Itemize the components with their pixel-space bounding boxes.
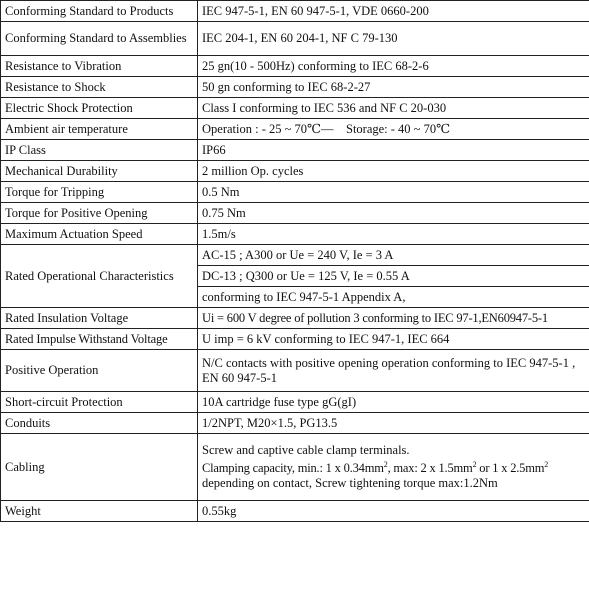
table-row — [1, 434, 589, 501]
row-label: Weight — [1, 501, 198, 522]
superscript: 2 — [472, 459, 477, 469]
row-value: U imp = 6 kV conforming to IEC 947-1, IEC 664 — [198, 329, 589, 350]
cabling-line-2-text-c: or 1 x 2.5mm — [476, 461, 545, 475]
row-label: Conduits — [1, 413, 198, 434]
row-value: AC-15 ; A300 or Ue = 240 V, Ie = 3 A — [198, 245, 589, 266]
table-row — [1, 413, 589, 434]
row-value: conforming to IEC 947-5-1 Appendix A, — [198, 287, 589, 308]
row-label: Conforming Standard to Products — [1, 1, 198, 22]
row-label: Mechanical Durability — [1, 161, 198, 182]
superscript: 2 — [383, 459, 388, 469]
cabling-line-1: Screw and captive cable clamp terminals. — [202, 443, 410, 457]
table-row — [1, 308, 589, 329]
table-row — [1, 161, 589, 182]
table-row — [1, 392, 589, 413]
row-label: Rated Insulation Voltage — [1, 308, 198, 329]
row-label: Resistance to Shock — [1, 77, 198, 98]
row-value: 50 gn conforming to IEC 68-2-27 — [198, 77, 589, 98]
row-value: 0.5 Nm — [198, 182, 589, 203]
row-value: 0.75 Nm — [198, 203, 589, 224]
row-label: Rated Operational Characteristics — [1, 245, 198, 308]
row-label: Cabling — [1, 434, 198, 501]
cabling-line-2-text-b: , max: 2 x 1.5mm — [387, 461, 473, 475]
table-row — [1, 203, 589, 224]
row-value: 1.5m/s — [198, 224, 589, 245]
row-value: 2 million Op. cycles — [198, 161, 589, 182]
table-row — [1, 56, 589, 77]
row-value: 1/2NPT, M20×1.5, PG13.5 — [198, 413, 589, 434]
superscript: 2 — [544, 459, 549, 469]
row-value: N/C contacts with positive opening operation conforming to IEC 947-5-1 , EN 60 947-5-1 — [198, 350, 589, 392]
row-value: Class I conforming to IEC 536 and NF C 20-030 — [198, 98, 589, 119]
row-value: IEC 204-1, EN 60 204-1, NF C 79-130 — [198, 22, 589, 56]
row-label: Conforming Standard to Assemblies — [1, 22, 198, 56]
row-value: IP66 — [198, 140, 589, 161]
row-label: IP Class — [1, 140, 198, 161]
table-row — [1, 501, 589, 522]
table-row — [1, 77, 589, 98]
row-label: Maximum Actuation Speed — [1, 224, 198, 245]
row-value: 25 gn(10 - 500Hz) conforming to IEC 68-2-6 — [198, 56, 589, 77]
row-label: Rated Impulse Withstand Voltage — [1, 329, 198, 350]
table-row — [1, 245, 589, 266]
row-label: Electric Shock Protection — [1, 98, 198, 119]
table-row — [1, 140, 589, 161]
row-value: DC-13 ; Q300 or Ue = 125 V, Ie = 0.55 A — [198, 266, 589, 287]
row-label: Ambient air temperature — [1, 119, 198, 140]
row-label: Resistance to Vibration — [1, 56, 198, 77]
cabling-line-2-text-a: Clamping capacity, min.: 1 x 0.34mm — [202, 461, 384, 475]
table-row — [1, 119, 589, 140]
table-row — [1, 98, 589, 119]
row-label: Torque for Tripping — [1, 182, 198, 203]
row-label: Torque for Positive Opening — [1, 203, 198, 224]
table-row — [1, 224, 589, 245]
row-label: Positive Operation — [1, 350, 198, 392]
table-row — [1, 1, 589, 22]
row-value: IEC 947-5-1, EN 60 947-5-1, VDE 0660-200 — [198, 1, 589, 22]
row-value: 0.55kg — [198, 501, 589, 522]
cabling-value — [198, 434, 589, 501]
table-row — [1, 350, 589, 392]
row-value: Ui = 600 V degree of pollution 3 conforming to IEC 97-1,EN60947-5-1 — [198, 308, 589, 329]
table-row — [1, 329, 589, 350]
row-value: Operation : - 25 ~ 70℃— Storage: - 40 ~ 70℃ — [198, 119, 589, 140]
cabling-line-2 — [202, 461, 589, 476]
table-row — [1, 22, 589, 56]
table-row — [1, 182, 589, 203]
row-label: Short-circuit Protection — [1, 392, 198, 413]
row-value: 10A cartridge fuse type gG(gI) — [198, 392, 589, 413]
cabling-line-3: depending on contact, Screw tightening torque max:1.2Nm — [202, 476, 498, 490]
